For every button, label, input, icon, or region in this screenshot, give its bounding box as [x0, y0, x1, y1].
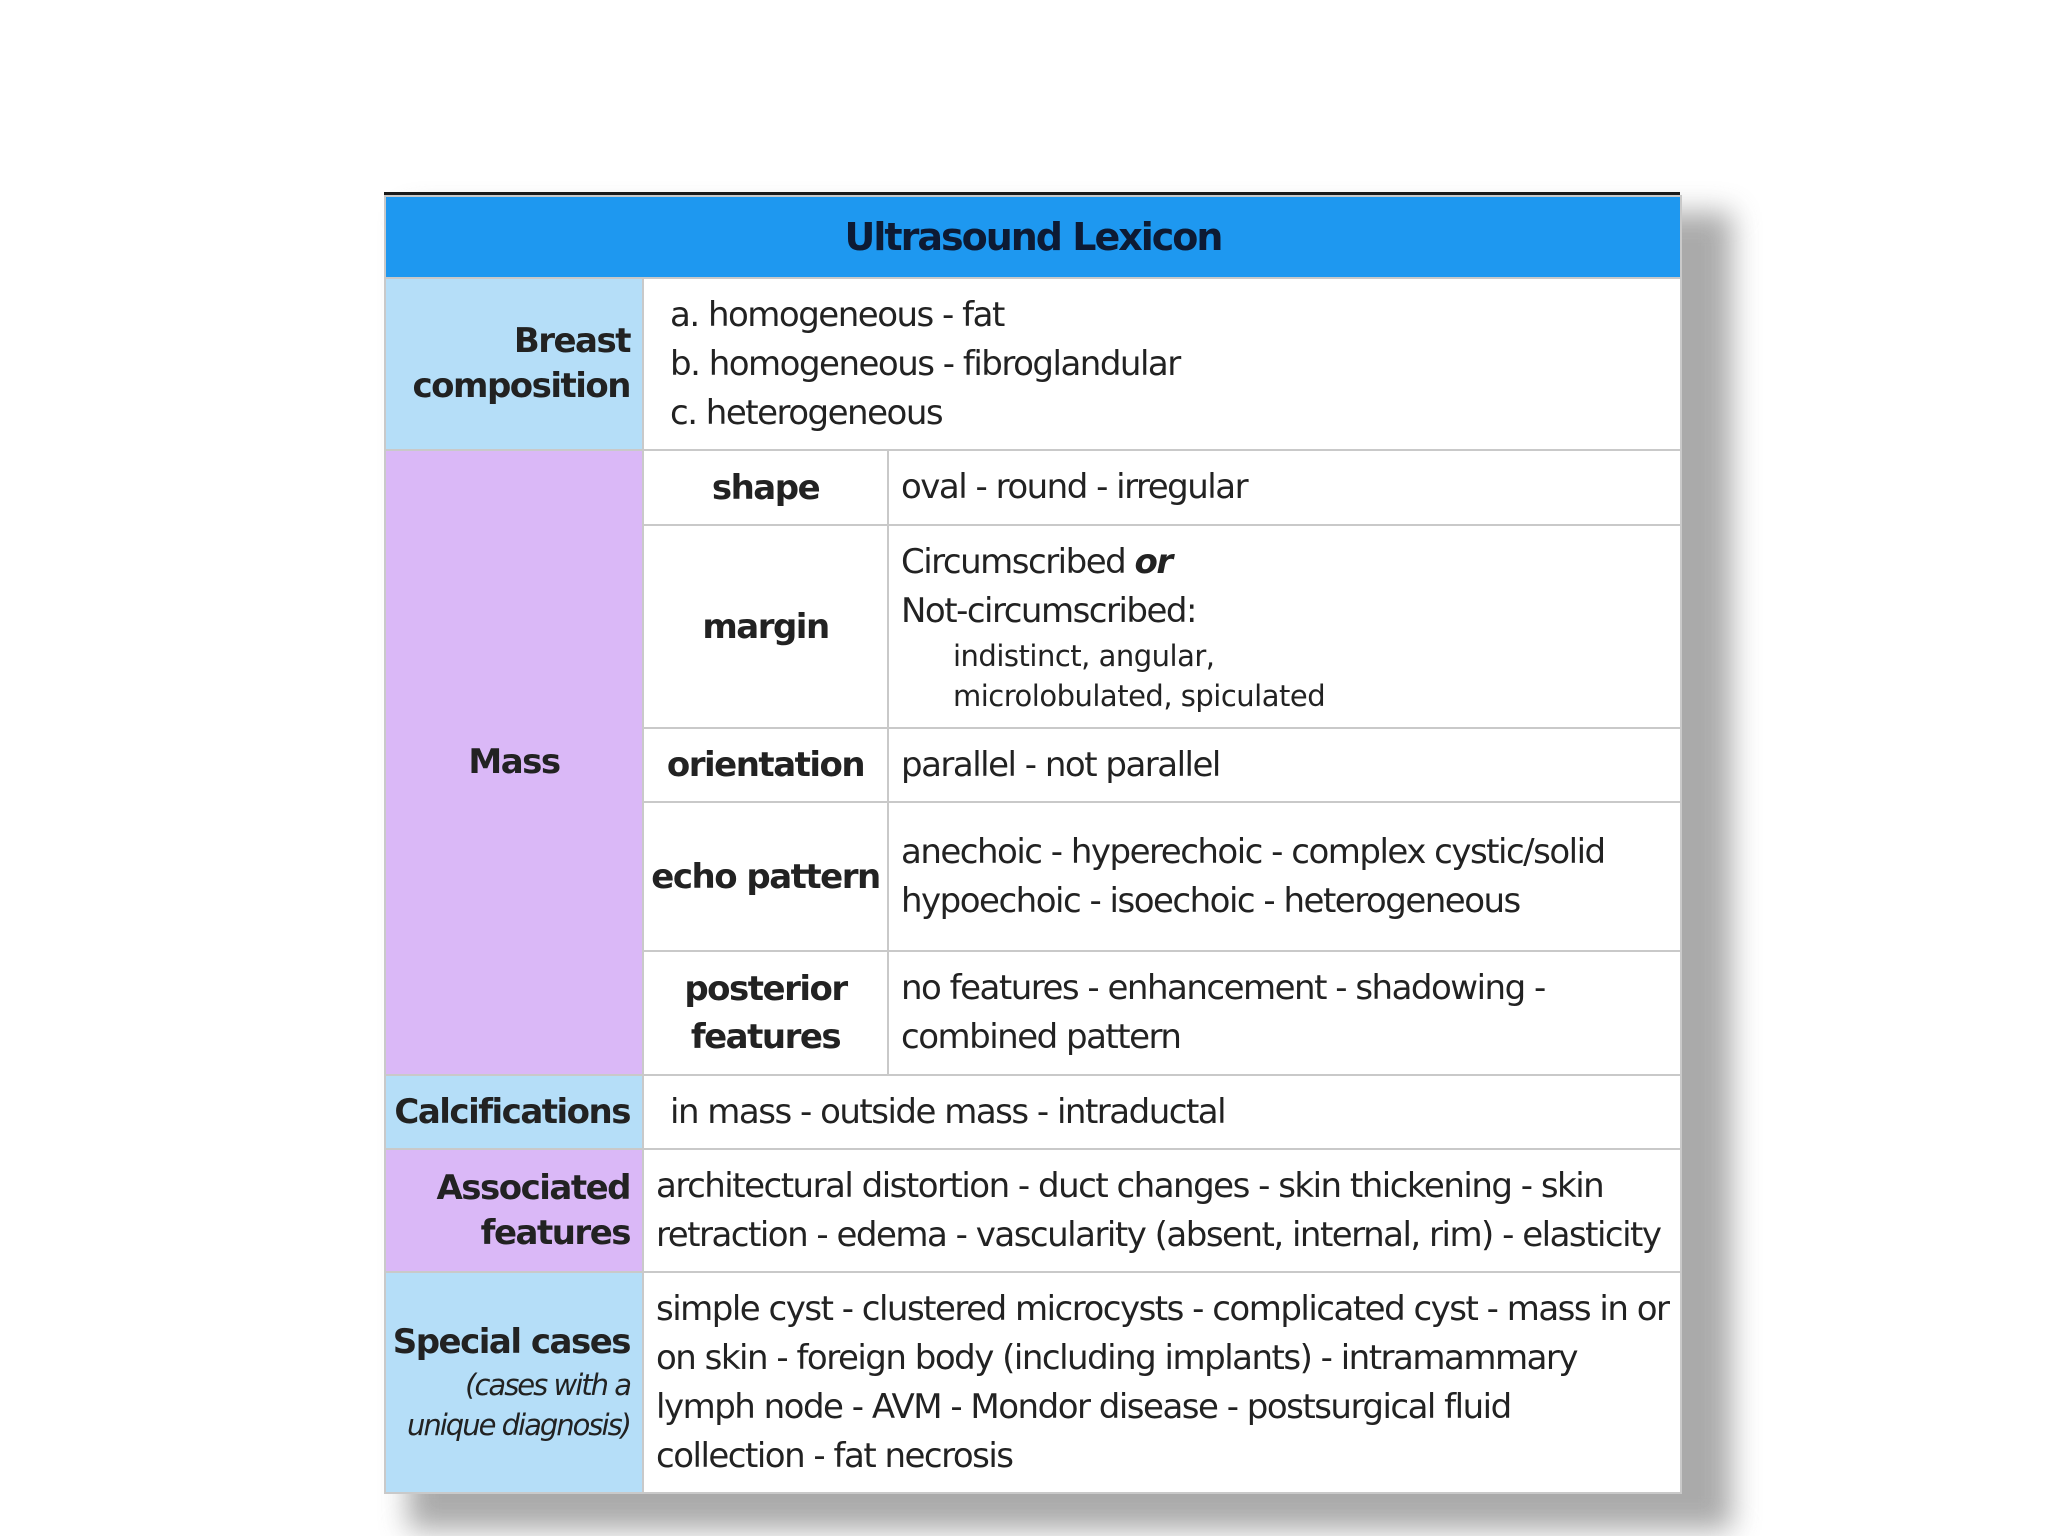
category-breast-composition: [385, 278, 643, 450]
category-associated-features: [385, 1149, 643, 1272]
value-calcifications: in mass - outside mass - intraductal: [643, 1075, 1681, 1149]
value-line: lymph node - AVM - Mondor disease - postsurgical fluid: [656, 1386, 1511, 1427]
value-line: no features - enhancement - shadowing -: [901, 968, 1545, 1008]
sublabel-line: posterior: [684, 969, 847, 1009]
title-row: [385, 196, 1681, 278]
category-label-line: Breast: [513, 321, 630, 361]
value-echo-pattern: [888, 802, 1681, 951]
value-line: collection - fat necrosis: [656, 1435, 1013, 1476]
category-calcifications: Calcifications: [385, 1075, 643, 1149]
lexicon-card: [384, 192, 1680, 1492]
row-calcifications: [385, 1075, 1681, 1149]
value-special-cases: [643, 1272, 1681, 1493]
category-label-line: features: [480, 1212, 630, 1253]
category-label-line: composition: [412, 366, 630, 406]
table-title: Ultrasound Lexicon: [385, 196, 1681, 278]
sublabel-echo-pattern: echo pattern: [643, 802, 888, 951]
row-associated-features: [385, 1149, 1681, 1272]
value-shape: oval - round - irregular: [888, 450, 1681, 525]
value-line: on skin - foreign body (including implants) - intramammary: [656, 1337, 1577, 1378]
value-line: architectural distortion - duct changes - skin thickening - skin: [656, 1165, 1604, 1206]
margin-circumscribed-text: Circumscribed: [901, 541, 1135, 582]
value-orientation: parallel - not parallel: [888, 728, 1681, 802]
row-special-cases: [385, 1272, 1681, 1493]
value-margin: [888, 525, 1681, 728]
category-mass: Mass: [385, 450, 643, 1075]
value-line: simple cyst - clustered microcysts - complicated cyst - mass in or: [656, 1288, 1669, 1329]
margin-or-text: or: [1134, 541, 1172, 582]
row-breast-composition: [385, 278, 1681, 450]
value-line: combined pattern: [901, 1017, 1181, 1057]
category-sublabel: (cases with a: [465, 1368, 630, 1402]
value-subline: microlobulated, spiculated: [953, 678, 1326, 713]
value-associated-features: [643, 1149, 1681, 1272]
value-line: b. homogeneous - fibroglandular: [670, 343, 1180, 384]
category-label-line: Associated: [436, 1167, 630, 1208]
category-label-line: Special cases: [392, 1322, 630, 1362]
sublabel-posterior-features: [643, 951, 888, 1075]
value-line: hypoechoic - isoechoic - heterogeneous: [901, 880, 1520, 921]
value-line: [901, 538, 1670, 587]
value-posterior-features: [888, 951, 1681, 1075]
category-special-cases: [385, 1272, 643, 1493]
sublabel-shape: shape: [643, 450, 888, 525]
value-line: c. heterogeneous: [670, 392, 943, 433]
sublabel-line: features: [690, 1017, 841, 1057]
sublabel-margin: margin: [643, 525, 888, 728]
sublabel-orientation: orientation: [643, 728, 888, 802]
lexicon-table: [384, 195, 1682, 1494]
value-line: Not-circumscribed:: [901, 590, 1196, 631]
value-line: retraction - edema - vascularity (absent, internal, rim) - elasticity: [656, 1214, 1661, 1255]
breast-composition-values: [643, 278, 1681, 450]
value-line: anechoic - hyperechoic - complex cystic/solid: [901, 831, 1605, 872]
category-sublabel: unique diagnosis): [406, 1408, 630, 1442]
row-mass-shape: [385, 450, 1681, 525]
value-line: a. homogeneous - fat: [670, 294, 1004, 335]
value-subline: indistinct, angular,: [953, 638, 1215, 673]
